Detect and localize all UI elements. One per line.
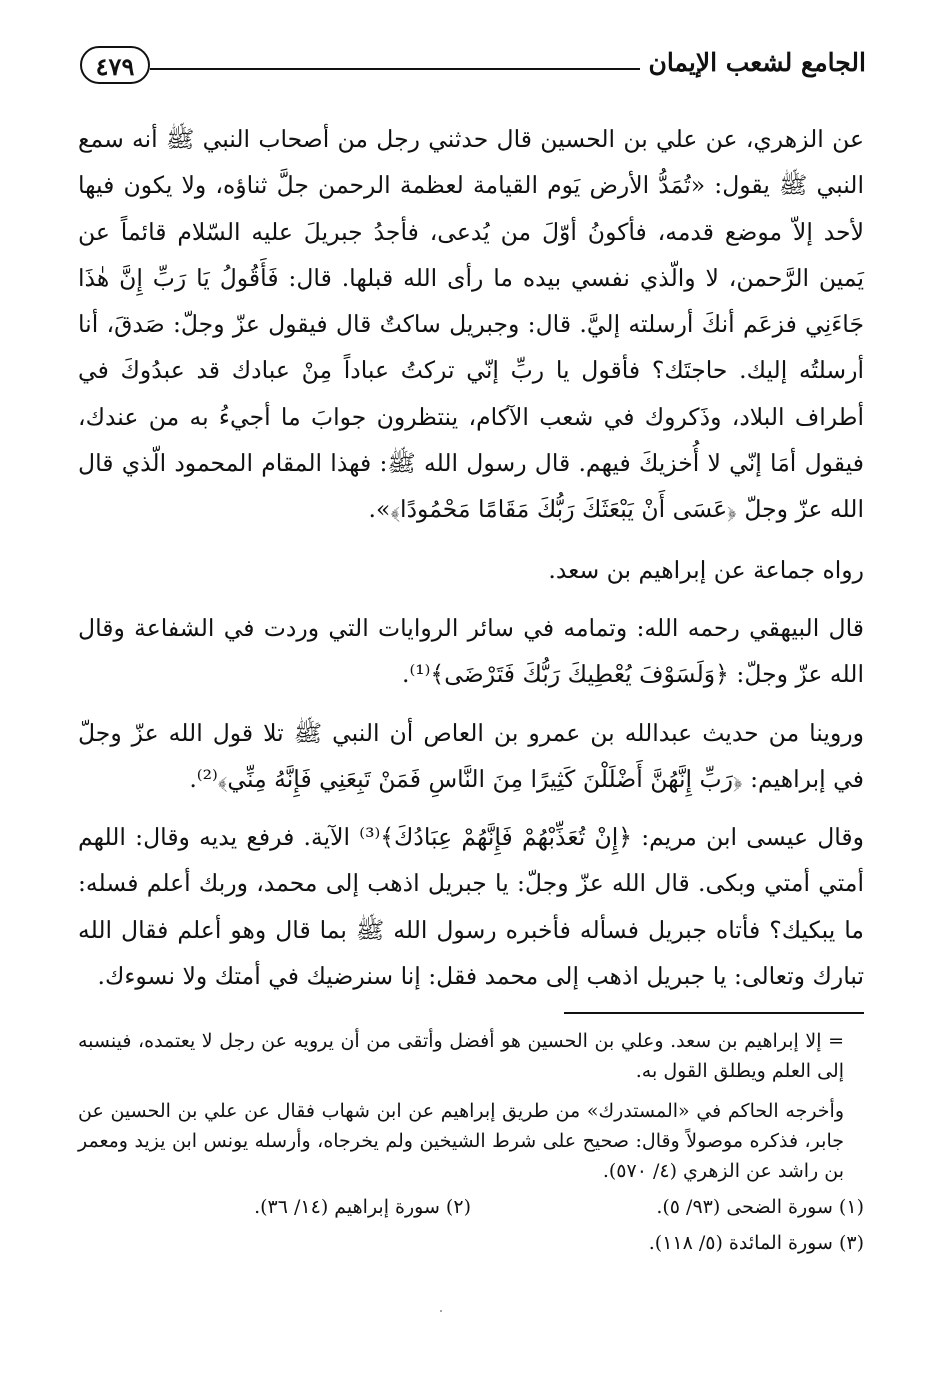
- footnote-row: [78, 1192, 864, 1222]
- scan-speck: [440, 1310, 442, 1312]
- header-rule: [150, 68, 656, 70]
- main-text: [78, 116, 864, 999]
- footnote-1: (١) سورة الضحى (٩٣/ ٥).: [656, 1196, 864, 1218]
- footnote-continuation: = إلا إبراهيم بن سعد. وعلي بن الحسين هو أفضل وأتقى من أن يرويه عن رجل لا يعتمده، فينسبه إلى العلم ويطلق القول به.: [78, 1030, 844, 1082]
- footnote-2: (٢) سورة إبراهيم (١٤/ ٣٦).: [254, 1196, 471, 1218]
- hadith-paragraph: عن الزهري، عن علي بن الحسين قال حدثني رجل من أصحاب النبي ﷺ أنه سمع النبي ﷺ يقول: «تُمَدُّ الأرض يَوم القيامة لعظمة الرحمن جلَّ ثناؤه، ولا يكون فيها لأحد إلاّ موضع قدمه، فأكونُ أوّلَ من يُدعى، فأجدُ جبريلَ عليه السّلام قائماً عن يَمين الرَّحمن، لا والّذي نفسي بيده ما رأى الله قبلها. قال: فَأَقُولُ يَا رَبِّ إِنَّ هٰذَا جَاءَنِي فزعَم أنكَ أرسلته إليَّ. قال: وجبريل ساكتٌ قال فيقول عزّ وجلّ: صَدقَ، أنا أرسلتُه إليك. حاجتَك؟ فأقول يا ربِّ إنّي تركتُ عباداً مِنْ عبادك قد عبدُوكَ في أطراف البلاد، وذَكروك في شعب الآكام، ينتظرون جوابَ ما أجيءُ به من عندك، فيقول أمَا إنّي لا أُخزيكَ فيهم. قال رسول الله ﷺ: فهذا المقام المحمود الّذي قال الله عزّ وجلّ ﴿عَسَى أَنْ يَبْعَثَكَ رَبُّكَ مَقَامًا مَحْمُودًا﴾».: [78, 125, 864, 524]
- bayhaqi-paragraph: قال البيهقي رحمه الله: وتمامه في سائر الروايات التي وردت في الشفاعة وقال الله عزّ وجلّ: ﴿وَلَسَوْفَ يُعْطِيكَ رَبُّكَ فَتَرْضَى﴾⁽¹⁾.: [78, 613, 864, 689]
- footnote-3: (٣) سورة المائدة (٥/ ١١٨).: [648, 1232, 864, 1254]
- amr-paragraph: وروينا من حديث عبدالله بن عمرو بن العاص أن النبي ﷺ تلا قول الله عزّ وجلّ في إبراهيم: ﴿رَبِّ إِنَّهُنَّ أَضْلَلْنَ كَثِيرًا مِنَ النَّاسِ فَمَنْ تَبِعَنِي فَإِنَّهُ مِنِّي﴾⁽²⁾.: [78, 718, 864, 793]
- footnote-rule: [564, 1012, 864, 1014]
- footnotes: [78, 1026, 864, 1258]
- narration-paragraph: رواه جماعة عن إبراهيم بن سعد.: [548, 555, 864, 584]
- page-header: [80, 44, 866, 94]
- isa-paragraph: وقال عيسى ابن مريم: ﴿إِنْ تُعَذِّبْهُمْ فَإِنَّهُمْ عِبَادُكَ﴾⁽³⁾ الآية. فرفع يديه وقال: اللهم أمتي أمتي وبكى. قال الله عزّ وجلّ: يا جبريل اذهب إلى محمد، وربك أعلم فسله: ما يبكيك؟ فأتاه جبريل فسأله فأخبره رسول الله ﷺ بما قال وهو أعلم فقال الله تبارك وتعالى: يا جبريل اذهب إلى محمد فقل: إنا سنرضيك في أمتك ولا نسوءك.: [78, 823, 865, 991]
- book-title: الجامع لشعب الإيمان: [640, 48, 866, 77]
- page-number: ٤٧٩: [80, 46, 150, 84]
- footnote-hakim: وأخرجه الحاكم في «المستدرك» من طريق إبراهيم عن ابن شهاب فقال عن علي بن الحسين عن جابر، فذكره موصولاً وقال: صحيح على شرط الشيخين ولم يخرجاه، وأرسله يونس ابن يزيد ومعمر بن راشد عن الزهري (٤/ ٥٧٠).: [78, 1100, 844, 1182]
